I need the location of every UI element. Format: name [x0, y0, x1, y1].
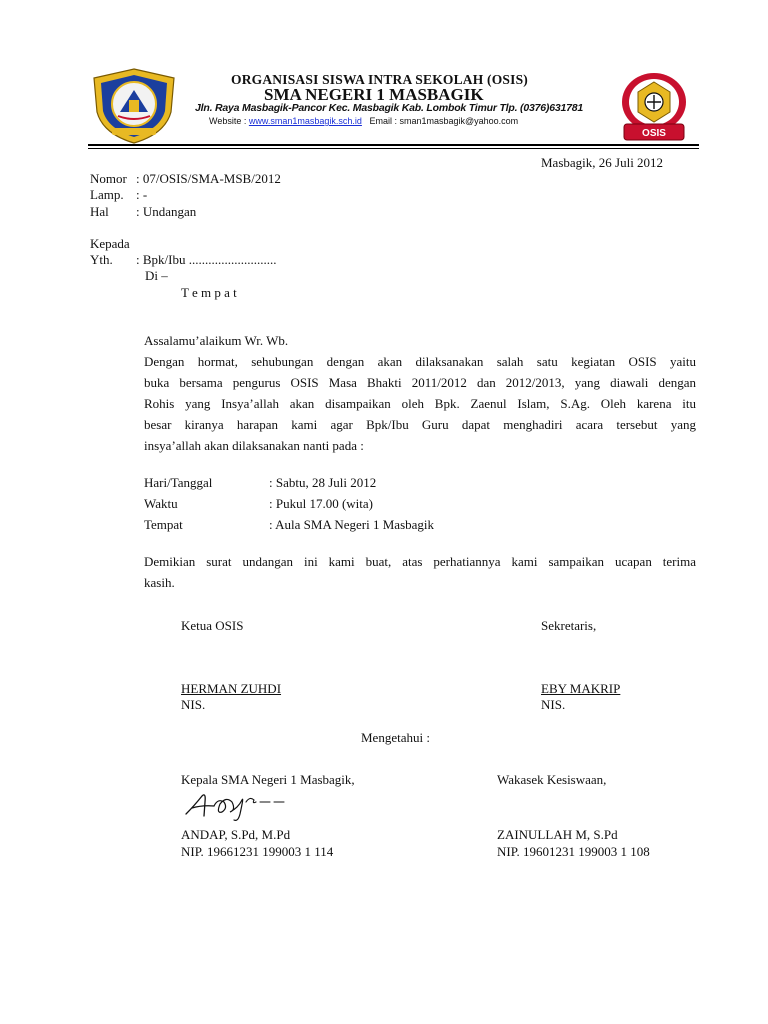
right-signer-name: EBY MAKRIP — [541, 681, 621, 696]
lamp-value: : - — [136, 187, 148, 202]
di-label: Di – — [145, 268, 168, 283]
detail-value-date: : Sabtu, 28 Juli 2012 — [269, 475, 377, 490]
letterhead-divider-thin — [88, 148, 699, 149]
place-date: Masbagik, 26 Juli 2012 — [541, 155, 664, 170]
org-name: ORGANISASI SISWA INTRA SEKOLAH (OSIS) — [231, 72, 528, 87]
vice-signer-nip: NIP. 19601231 199003 1 108 — [497, 844, 650, 859]
school-name: SMA NEGERI 1 MASBAGIK — [264, 85, 484, 104]
email-label: Email : — [369, 116, 397, 126]
detail-label-date: Hari/Tanggal — [144, 475, 213, 490]
right-signer-id: NIS. — [541, 697, 566, 712]
nomor-label: Nomor — [90, 171, 127, 186]
lamp-label: Lamp. — [90, 187, 124, 202]
paragraph-line: besar kiranya harapan kami agar Bpk/Ibu Guru dapat menghadiri acara tersebut yang — [144, 417, 696, 432]
detail-value-place: : Aula SMA Negeri 1 Masbagik — [269, 517, 435, 532]
school-crest-logo — [90, 66, 178, 146]
detail-label-place: Tempat — [144, 517, 183, 532]
paragraph-line: buka bersama pengurus OSIS Masa Bhakti 2011/2012 dan 2012/2013, yang diawali dengan — [144, 375, 696, 390]
paragraph-last-line: insya’allah akan dilaksanakan nanti pada : — [144, 438, 364, 453]
handwritten-signature — [180, 788, 292, 824]
school-address: Jln. Raya Masbagik-Pancor Kec. Masbagik Kab. Lombok Timur Tlp. (0376)631781 — [195, 102, 584, 114]
head-signer-name: ANDAP, S.Pd, M.Pd — [181, 827, 291, 842]
detail-label-time: Waktu — [144, 496, 178, 511]
left-signer-name: HERMAN ZUHDI — [181, 681, 282, 696]
email-address: sman1masbagik@yahoo.com — [399, 116, 519, 126]
head-signer-nip: NIP. 19661231 199003 1 114 — [181, 844, 334, 859]
hal-label: Hal — [90, 204, 109, 219]
vice-signer-role: Wakasek Kesiswaan, — [497, 772, 607, 787]
kepada-label: Kepada — [90, 236, 130, 251]
closing-line-end: kasih. — [144, 575, 175, 590]
hal-value: : Undangan — [136, 204, 197, 219]
website-label: Website : — [209, 116, 247, 126]
greeting: Assalamu’alaikum Wr. Wb. — [144, 333, 289, 348]
paragraph-line: Rohis yang Insya’allah akan disampaikan oleh Bpk. Zaenul Islam, S.Ag. Oleh karena itu — [144, 396, 696, 411]
right-signer-role: Sekretaris, — [541, 618, 597, 633]
yth-label: Yth. — [90, 252, 113, 267]
left-signer-id: NIS. — [181, 697, 206, 712]
contact-line — [209, 116, 518, 126]
closing-line: Demikian surat undangan ini kami buat, atas perhatiannya kami sampaikan ucapan terima — [144, 554, 696, 569]
tempat-label: T e m p a t — [181, 285, 237, 300]
vice-signer-name: ZAINULLAH M, S.Pd — [497, 827, 618, 842]
mengetahui-label: Mengetahui : — [361, 730, 430, 745]
detail-value-time: : Pukul 17.00 (wita) — [269, 496, 373, 511]
osis-logo-text: OSIS — [642, 128, 666, 139]
yth-value: : Bpk/Ibu ........................... — [136, 252, 277, 267]
head-signer-role: Kepala SMA Negeri 1 Masbagik, — [181, 772, 355, 787]
nomor-value: : 07/OSIS/SMA-MSB/2012 — [136, 171, 281, 186]
osis-logo — [614, 70, 694, 144]
left-signer-role: Ketua OSIS — [181, 618, 244, 633]
letterhead-divider-thick — [88, 144, 699, 146]
paragraph-line: Dengan hormat, sehubungan dengan akan dilaksanakan salah satu kegiatan OSIS yaitu — [144, 354, 696, 369]
website-link[interactable]: www.sman1masbagik.sch.id — [248, 116, 362, 126]
